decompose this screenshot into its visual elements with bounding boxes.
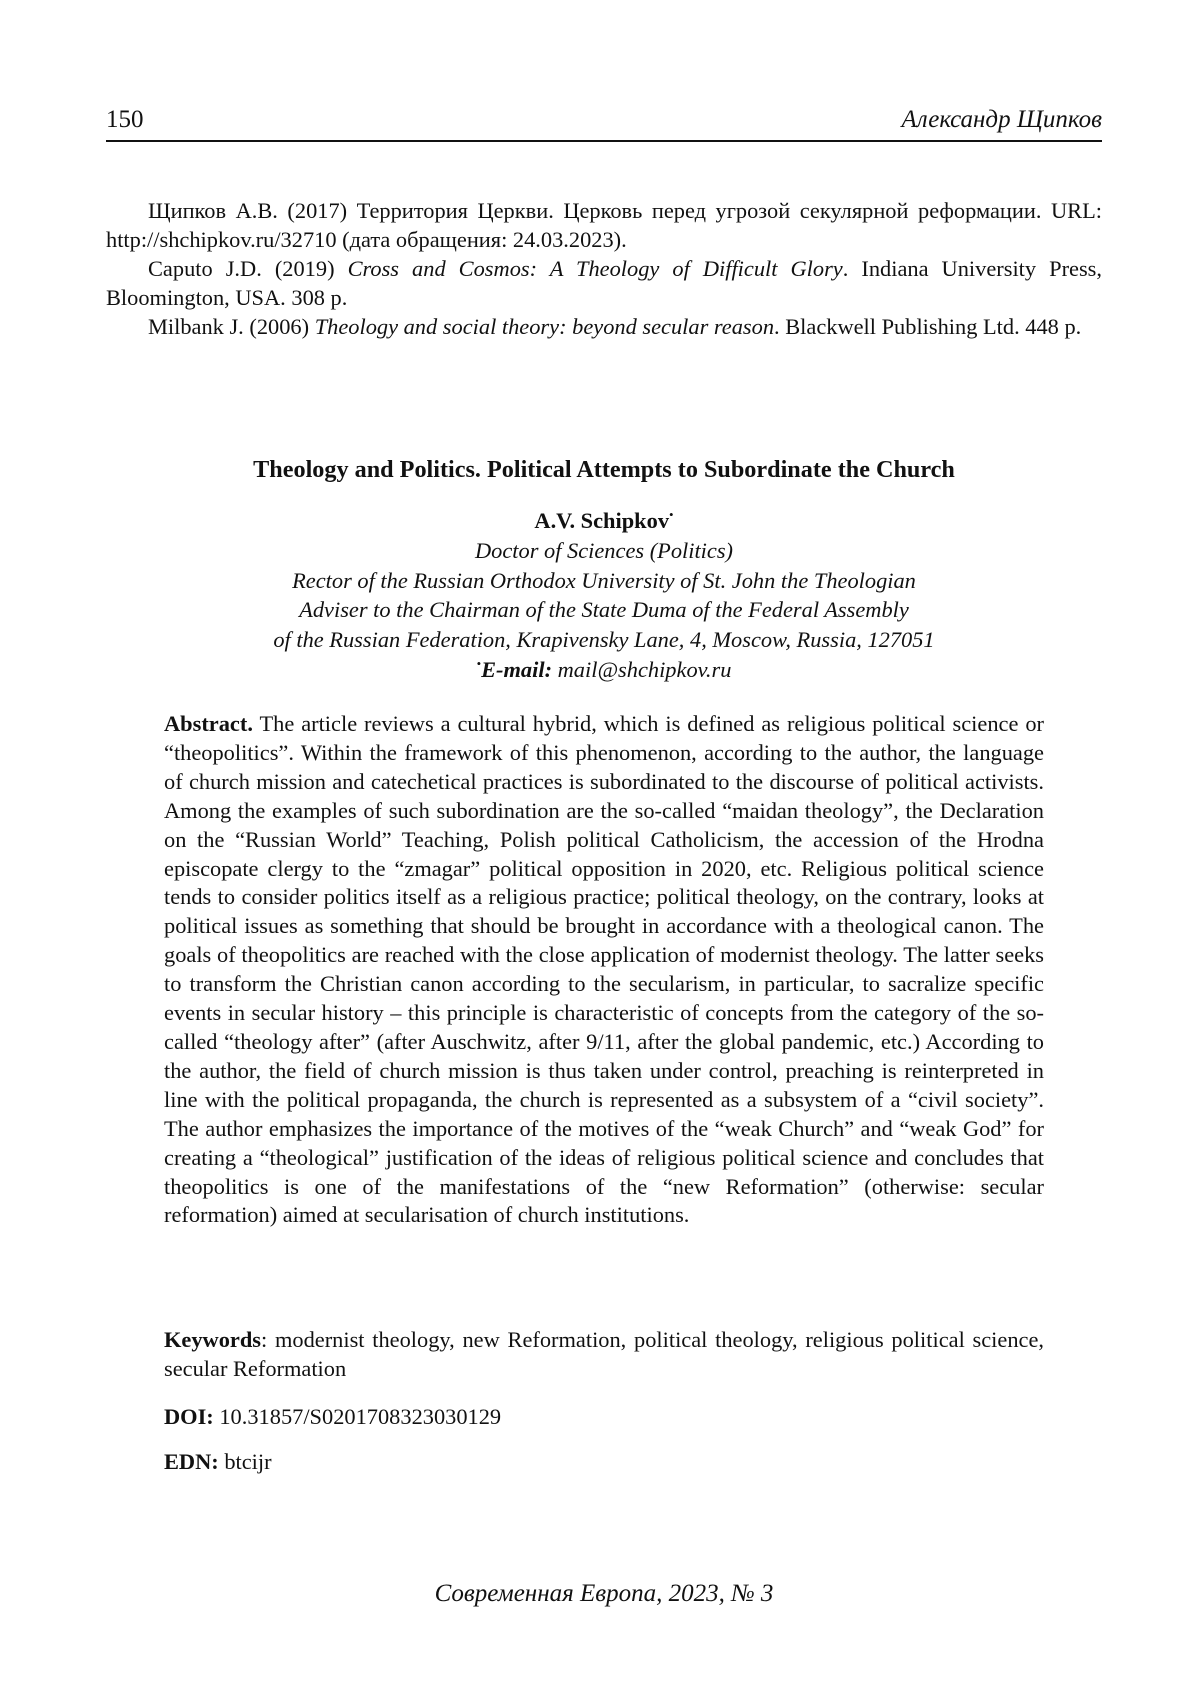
- reference-title: Cross and Cosmos: A Theology of Difficult Glory: [347, 256, 843, 281]
- keywords-text: : modernist theology, new Reformation, political theology, religious political science, secular Reformation: [164, 1327, 1044, 1381]
- running-header-author: Александр Щипков: [901, 106, 1102, 133]
- reference-item: Щипков А.В. (2017) Территория Церкви. Церковь перед угрозой секулярной реформации. URL: http://shchipkov.ru/32710 (дата обращения: 24.03.2023).: [106, 198, 1102, 252]
- affiliation-line: Doctor of Sciences (Politics): [474, 537, 734, 563]
- doi-value[interactable]: 10.31857/S0201708323030129: [213, 1404, 502, 1429]
- abstract-label: Abstract.: [164, 711, 253, 736]
- email-link[interactable]: mail@shchipkov.ru: [557, 656, 732, 682]
- article-title: Theology and Politics. Political Attempts to Subordinate the Church: [253, 456, 955, 483]
- author-name: A.V. Schipkov•: [534, 507, 674, 533]
- email-label: E-mail:: [481, 656, 553, 682]
- keywords-label: Keywords: [164, 1327, 262, 1352]
- author-footnote-mark: •: [669, 507, 674, 522]
- edn: [164, 1449, 272, 1475]
- reference-item: Caputo J.D. (2019) Cross and Cosmos: A Theology of Difficult Glory. Indiana University Press, Bloomington, USA. 308 p.: [106, 256, 1102, 310]
- author-block: [106, 506, 1102, 685]
- doi-label: DOI:: [164, 1404, 214, 1429]
- affiliation-line: Rector of the Russian Orthodox University of St. John the Theologian: [292, 567, 916, 593]
- running-header: [106, 104, 1102, 142]
- reference-title: Theology and social theory: beyond secular reason: [314, 314, 775, 339]
- reference-item: Milbank J. (2006) Theology and social theory: beyond secular reason. Blackwell Publishing Ltd. 448 p.: [148, 314, 1082, 339]
- running-footer: Современная Европа, 2023, № 3: [434, 1580, 774, 1607]
- affiliation-line: of the Russian Federation, Krapivensky Lane, 4, Moscow, Russia, 127051: [273, 627, 935, 653]
- edn-label: EDN:: [164, 1449, 219, 1474]
- edn-value: btcijr: [218, 1449, 272, 1474]
- page-number: 150: [106, 106, 144, 133]
- reference-list: [106, 196, 1102, 341]
- email-line: •E-mail: mail@shchipkov.ru: [476, 655, 732, 682]
- affiliation-line: Adviser to the Chairman of the State Duma of the Federal Assembly: [299, 597, 909, 623]
- doi: [164, 1404, 501, 1430]
- keywords: [164, 1326, 1044, 1384]
- abstract-text: The article reviews a cultural hybrid, which is defined as religious political science or “theopolitics”. Within the framework of this phenomenon, according to the author, the language of church mission and catechetical practices is subordinated to the discourse of political activists. Among the examples of such subordination are the so-called “maidan theology”, the Declaration on the “Russian World” Teaching, Polish political Catholicism, the accession of the Hrodna episcopate clergy to the “zmagar” political opposition in 2020, etc. Religious political science tends to consider politics itself as a religious practice; political theology, on the contrary, looks at political issues as something that should be brought in accordance with a theological canon. The goals of theopolitics are reached with the close application of modernist theology. The latter seeks to transform the Christian canon according to the secularism, in particular, to sacralize specific events in secular history – this principle is characteristic of concepts from the category of the so-called “theology after” (after Auschwitz, after 9/11, after the global pandemic, etc.) According to the author, the field of church mission is thus taken under control, preaching is reinterpreted in line with the political propaganda, the church is represented as a subsystem of a “civil society”. The author emphasizes the importance of the motives of the “weak Church” and “weak God” for creating a “theological” justification of the ideas of religious political science and concludes that theopolitics is one of the manifestations of the “new Reformation” (otherwise: secular reformation) aimed at secularisation of church institutions.: [164, 711, 1044, 1228]
- abstract: [164, 710, 1044, 1230]
